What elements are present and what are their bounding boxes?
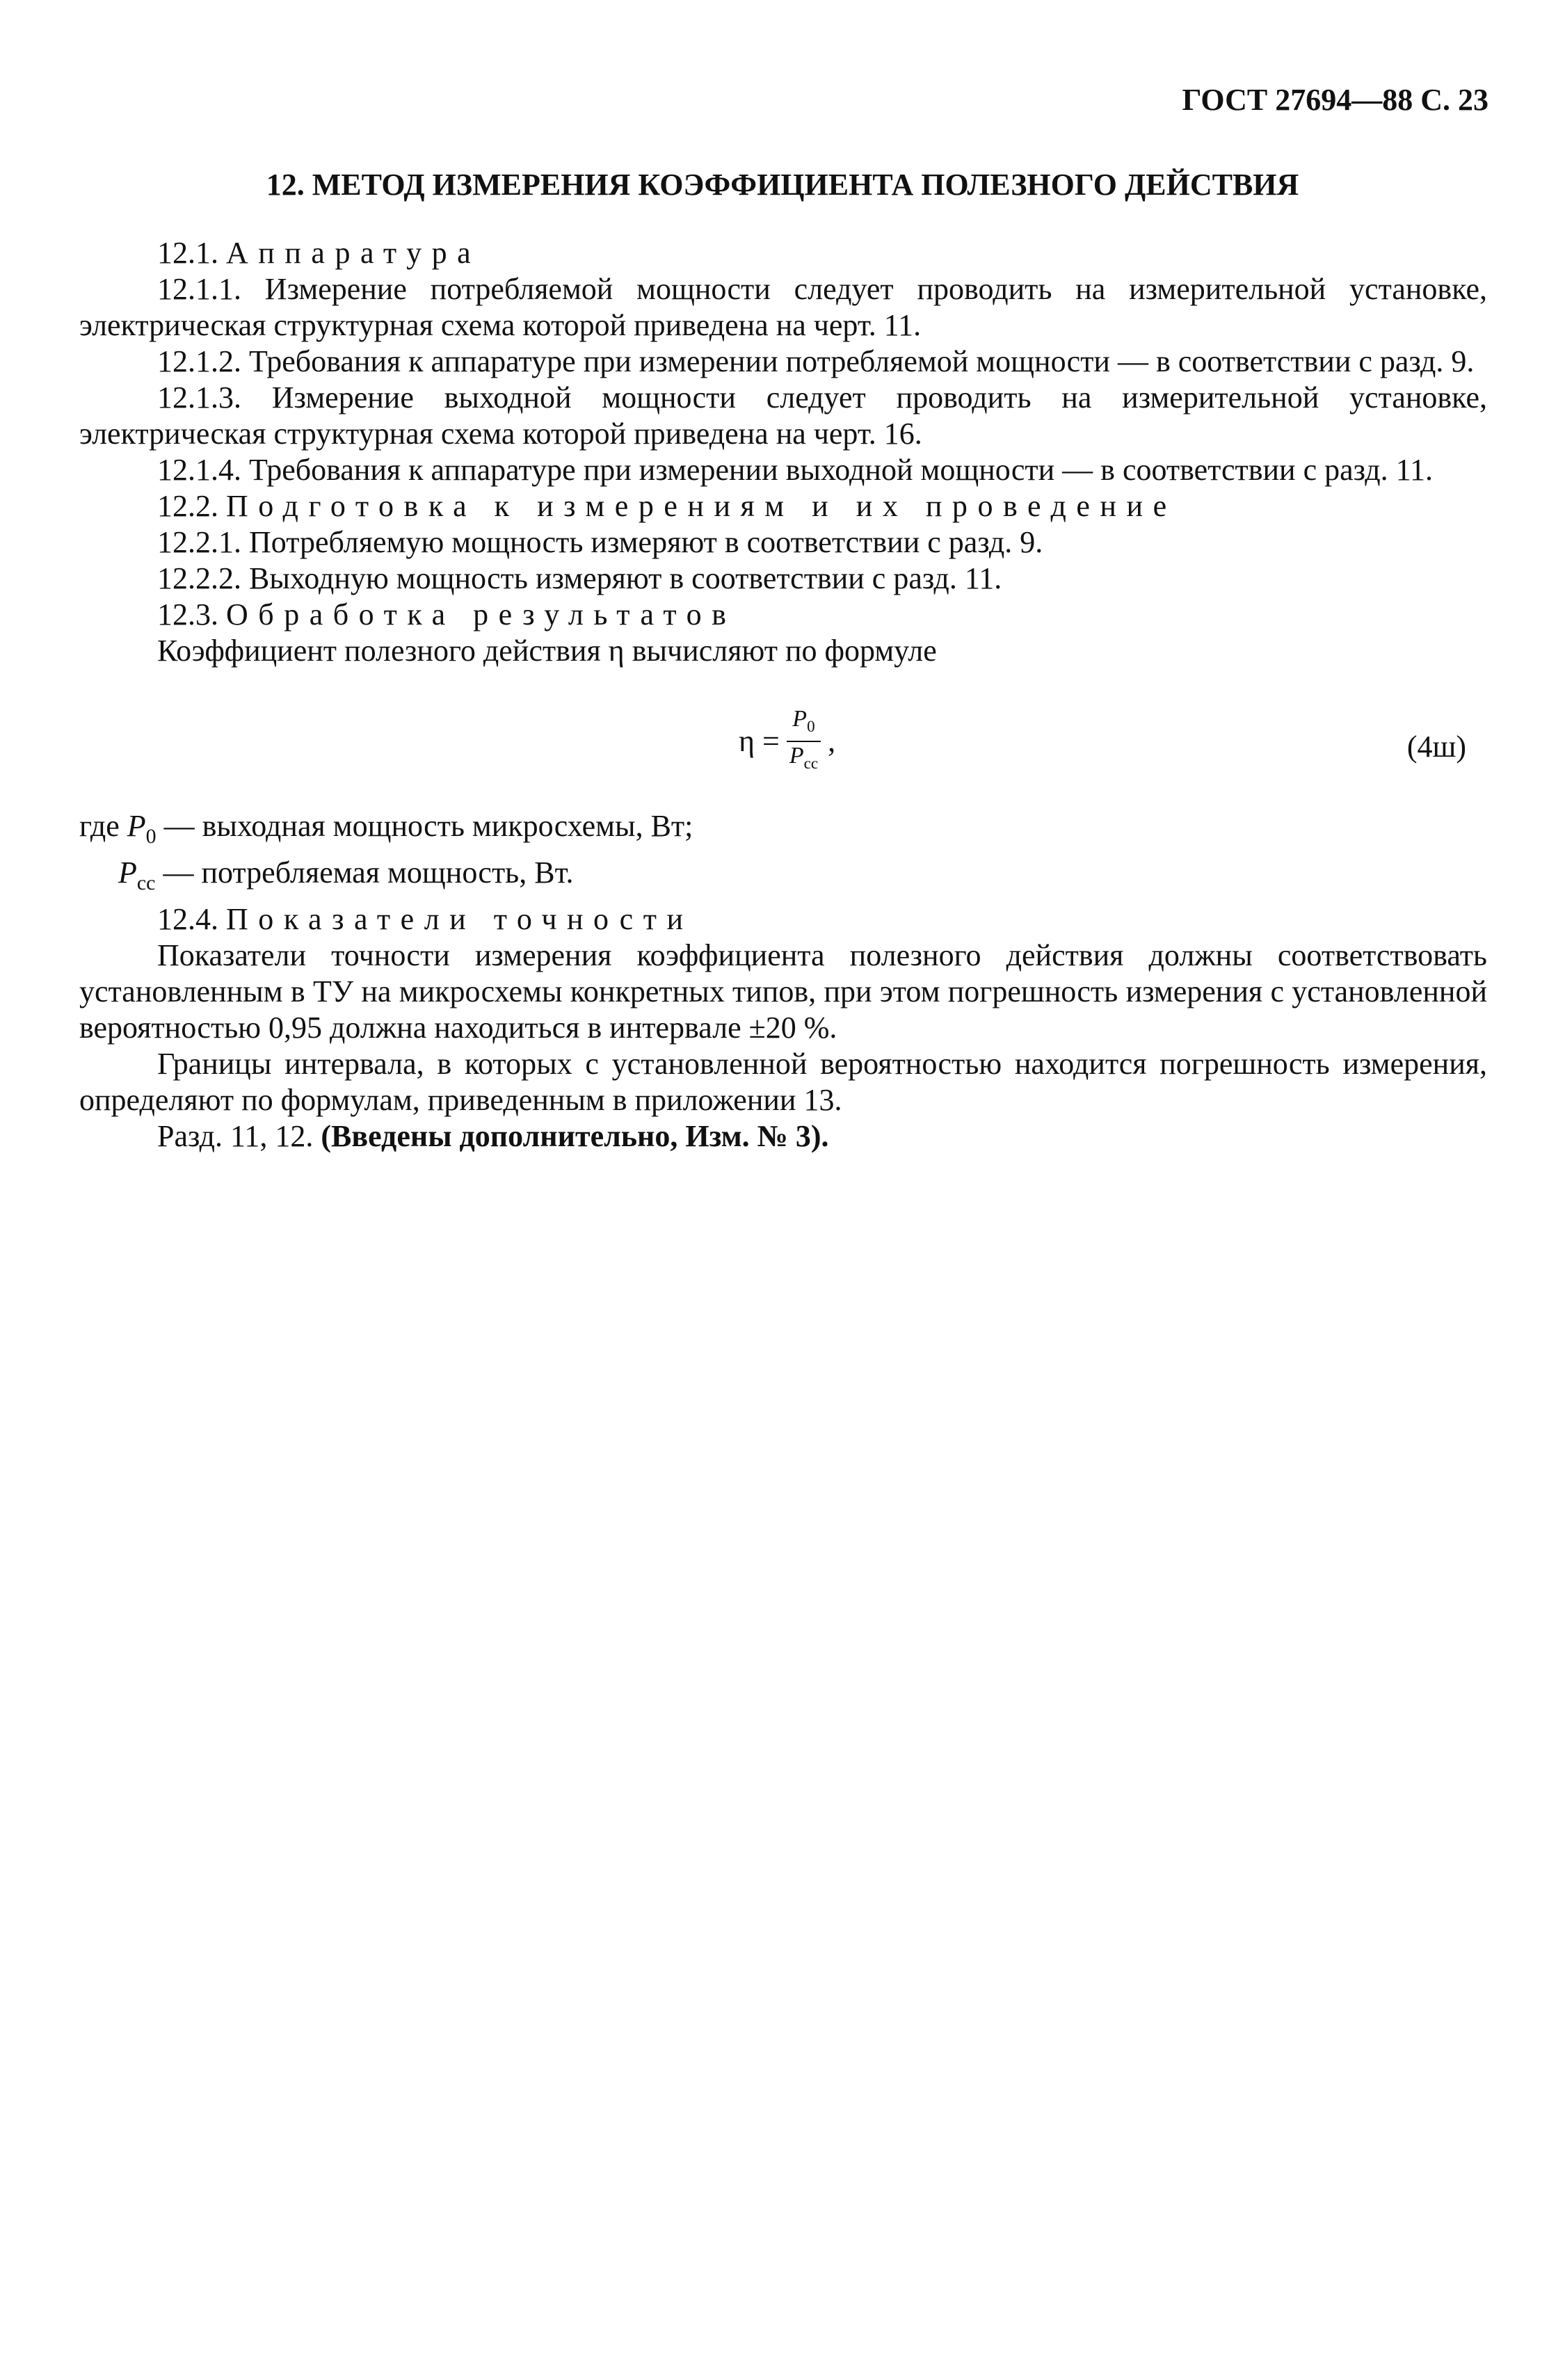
formula-lhs: η = xyxy=(739,723,780,758)
page-header: ГОСТ 27694—88 С. 23 xyxy=(1182,83,1488,117)
formula-denominator: $P_{cc}$ xyxy=(789,742,819,773)
formula-fraction xyxy=(784,707,824,776)
subsection-12-3-heading: 12.3. Обработка результатов xyxy=(157,597,737,632)
paragraph-12-3-text: Коэффициент полезного действия η вычисляют по формуле xyxy=(157,634,937,668)
subsection-12-1-heading: 12.1. Аппаратура xyxy=(157,236,481,270)
where-line-pcc: $P_{cc}$ — потребляемая мощность, Вт. xyxy=(118,855,574,894)
formula-numerator: $P_0$ xyxy=(787,707,820,742)
symbol-p0: $P_0$ xyxy=(127,809,156,848)
amendment-bold: (Введены дополнительно, Изм. № 3). xyxy=(321,1118,829,1153)
paragraph-12-1-3: 12.1.3. Измерение выходной мощности следует проводить на измерительной установке, электрическая структурная схема которой приведена на черт. 16. xyxy=(79,380,1487,451)
formula-block xyxy=(79,690,1487,808)
paragraph-12-1-4: 12.1.4. Требования к аппаратуре при измерении выходной мощности — в соответствии с разд. 11. xyxy=(157,453,1433,487)
formula-tail: , xyxy=(828,723,836,758)
section-title: 12. МЕТОД ИЗМЕРЕНИЯ КОЭФФИЦИЕНТА ПОЛЕЗНОГО ДЕЙСТВИЯ xyxy=(266,168,1299,202)
subsection-label: Подготовка к измерениям и их проведение xyxy=(226,489,1177,523)
amendment-note: Разд. 11, 12. (Введены дополнительно, Изм. № 3). xyxy=(157,1118,829,1153)
subsection-label: Аппаратура xyxy=(226,236,481,270)
subsection-12-4-heading: 12.4. Показатели точности xyxy=(157,901,693,936)
paragraph-12-4-a: Показатели точности измерения коэффициента полезного действия должны соответствовать установленным в ТУ на микросхемы конкретных типов, при этом погрешность измерения с установленной вероятностью 0,95 должна находиться в интервале ±20 %. xyxy=(79,938,1487,1045)
subsection-label: Обработка результатов xyxy=(226,597,737,632)
paragraph-12-2-1: 12.2.1. Потребляемую мощность измеряют в соответствии с разд. 9. xyxy=(157,525,1043,559)
subsection-label: Показатели точности xyxy=(226,901,693,936)
efficiency-formula xyxy=(739,707,835,776)
paragraph-12-1-2: 12.1.2. Требования к аппаратуре при измерении потребляемой мощности — в соответствии с разд. 9. xyxy=(157,344,1475,378)
where-line-p0: где $P_0$ — выходная мощность микросхемы, Вт; xyxy=(79,809,693,848)
paragraph-12-4-b: Границы интервала, в которых с установленной вероятностью находится погрешность измерения, определяют по формулам, приведенным в приложении 13. xyxy=(79,1046,1487,1117)
subsection-12-2-heading: 12.2. Подготовка к измерениям и их проведение xyxy=(157,489,1177,523)
paragraph-12-2-2: 12.2.2. Выходную мощность измеряют в соответствии с разд. 11. xyxy=(157,561,1002,595)
paragraph-12-1-1: 12.1.1. Измерение потребляемой мощности следует проводить на измерительной установке, электрическая структурная схема которой приведена на черт. 11. xyxy=(79,272,1487,342)
symbol-pcc: $P_{cc}$ xyxy=(118,855,156,894)
document-body xyxy=(79,235,1487,1155)
equation-number: (4ш) xyxy=(1406,730,1466,764)
